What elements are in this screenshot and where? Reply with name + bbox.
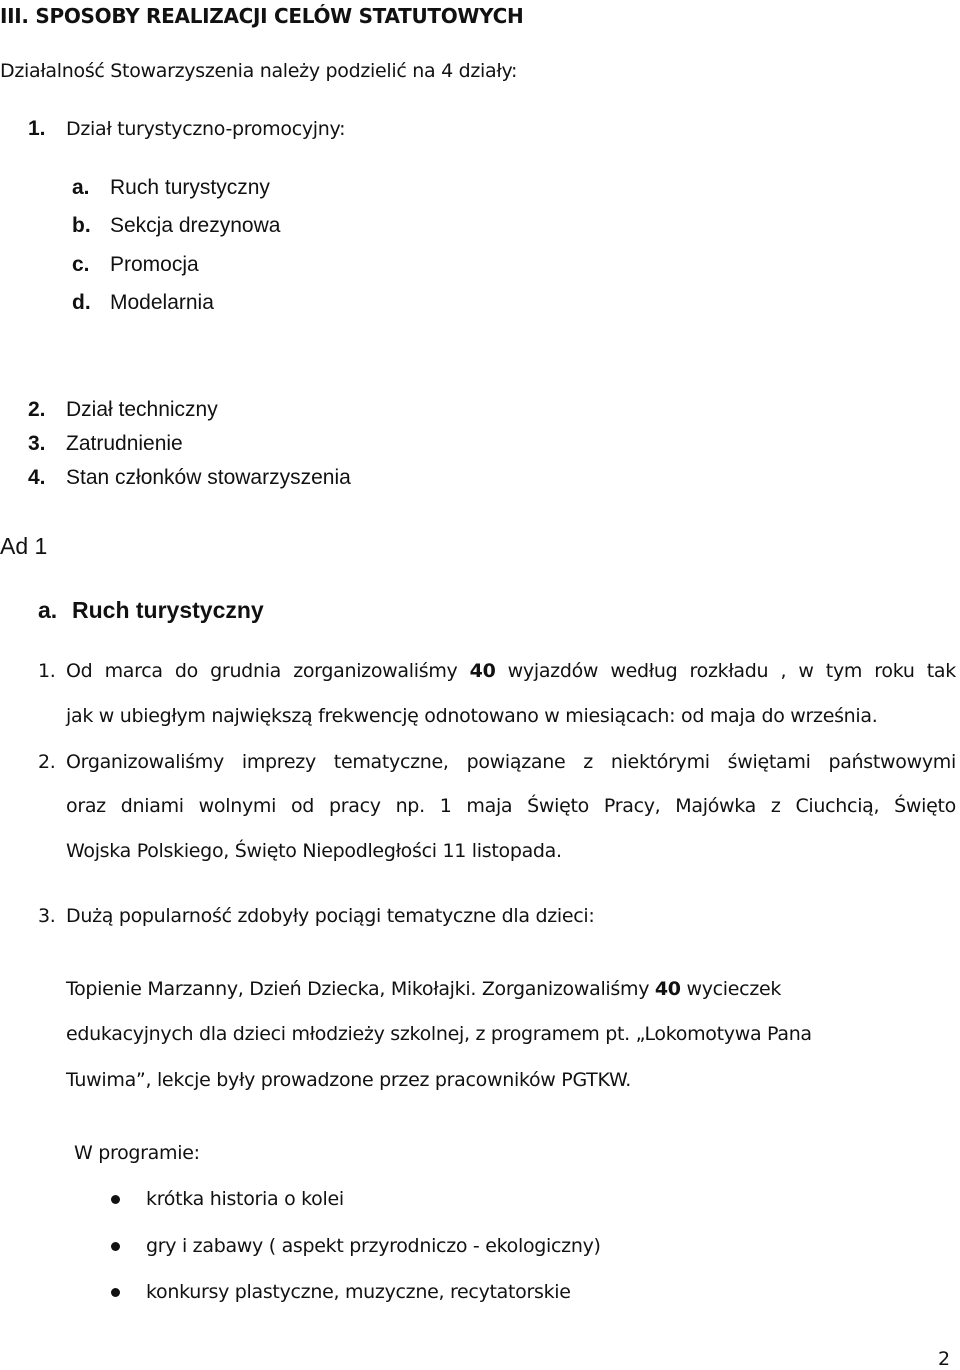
division-label: Stan członków stowarzyszenia	[66, 466, 351, 489]
word: Organizowaliśmy	[66, 751, 224, 773]
program-label: W programie:	[74, 1142, 200, 1164]
word: wolnymi	[198, 795, 277, 817]
word: świętami	[727, 751, 811, 773]
paragraph-text: Topienie Marzanny, Dzień Dziecka, Mikołajki. Zorganizowaliśmy	[66, 978, 655, 1000]
word: pracy	[328, 795, 381, 817]
paragraph-line-1	[66, 978, 781, 1000]
bullet-icon	[111, 1195, 120, 1204]
division-label: Dział techniczny	[66, 398, 218, 421]
item-3-line-1: Dużą popularność zdobyły pociągi tematyczne dla dzieci:	[66, 905, 595, 927]
word: w	[798, 660, 814, 682]
paragraph-text: wycieczek	[680, 978, 782, 1000]
highlight-number: 40	[654, 978, 681, 1000]
word: Święto	[894, 795, 956, 817]
word: Od	[66, 660, 93, 682]
division-label: Dział turystyczno-promocyjny:	[66, 118, 346, 140]
word: powiązane	[466, 751, 566, 773]
item-2-line-2	[66, 795, 956, 817]
section-title: Ruch turystyczny	[72, 597, 264, 623]
division-number: 3.	[28, 432, 46, 455]
division-label: Zatrudnienie	[66, 432, 183, 455]
word: tematyczne,	[333, 751, 449, 773]
subdivision-letter: b.	[72, 214, 91, 237]
word: maja	[466, 795, 513, 817]
word: niektórymi	[610, 751, 710, 773]
word: państwowymi	[828, 751, 956, 773]
word: tak	[926, 660, 956, 682]
subdivision-letter: a.	[72, 176, 90, 199]
word: np.	[395, 795, 425, 817]
item-2-line-3: Wojska Polskiego, Święto Niepodległości 11 listopada.	[66, 840, 562, 862]
word: wyjazdów	[507, 660, 599, 682]
subdivision-letter: d.	[72, 291, 91, 314]
ad-heading: Ad 1	[0, 533, 48, 559]
word: 1	[439, 795, 452, 817]
subdivision-label: Ruch turystyczny	[110, 176, 270, 199]
item-1-line-2: jak w ubiegłym największą frekwencję odnotowano w miesiącach: od maja do września.	[66, 705, 878, 727]
item-number: 3.	[38, 905, 56, 927]
subdivision-label: Sekcja drezynowa	[110, 214, 281, 237]
word: grudnia	[210, 660, 282, 682]
subdivision-label: Modelarnia	[110, 291, 214, 314]
word: zorganizowaliśmy	[293, 660, 458, 682]
item-1-line-1	[66, 660, 956, 682]
item-number: 2.	[38, 751, 56, 773]
division-number: 4.	[28, 466, 46, 489]
bullet-icon	[111, 1242, 120, 1251]
word: oraz	[66, 795, 106, 817]
paragraph-line-2: edukacyjnych dla dzieci młodzieży szkolnej, z programem pt. „Lokomotywa Pana	[66, 1023, 812, 1045]
program-item: gry i zabawy ( aspekt przyrodniczo - ekologiczny)	[146, 1235, 601, 1257]
word: imprezy	[241, 751, 316, 773]
word: z	[583, 751, 593, 773]
word: Pracy,	[603, 795, 661, 817]
word: od	[290, 795, 315, 817]
word: rozkładu	[689, 660, 769, 682]
word: Święto	[527, 795, 589, 817]
division-number: 2.	[28, 398, 46, 421]
page-number: 2	[938, 1348, 950, 1370]
word: Majówka	[675, 795, 756, 817]
subdivision-label: Promocja	[110, 253, 199, 276]
item-2-line-1	[66, 751, 956, 773]
item-number: 1.	[38, 660, 56, 682]
word: dniami	[120, 795, 184, 817]
paragraph-line-3: Tuwima”, lekcje były prowadzone przez pracowników PGTKW.	[66, 1069, 632, 1091]
word: roku	[874, 660, 915, 682]
word: tym	[825, 660, 863, 682]
word: do	[174, 660, 198, 682]
program-item: konkursy plastyczne, muzyczne, recytatorskie	[146, 1281, 571, 1303]
bullet-icon	[111, 1288, 120, 1297]
section-letter: a.	[38, 597, 58, 623]
word: ,	[780, 660, 787, 682]
section-heading: III. SPOSOBY REALIZACJI CELÓW STATUTOWYCH	[0, 4, 524, 28]
word: 40	[469, 660, 496, 682]
word: według	[610, 660, 678, 682]
program-item: krótka historia o kolei	[146, 1188, 344, 1210]
division-number: 1.	[28, 117, 46, 140]
word: Ciuchcią,	[795, 795, 880, 817]
subdivision-letter: c.	[72, 253, 90, 276]
word: z	[770, 795, 781, 817]
word: marca	[104, 660, 163, 682]
intro-text: Działalność Stowarzyszenia należy podzielić na 4 działy:	[0, 60, 518, 82]
